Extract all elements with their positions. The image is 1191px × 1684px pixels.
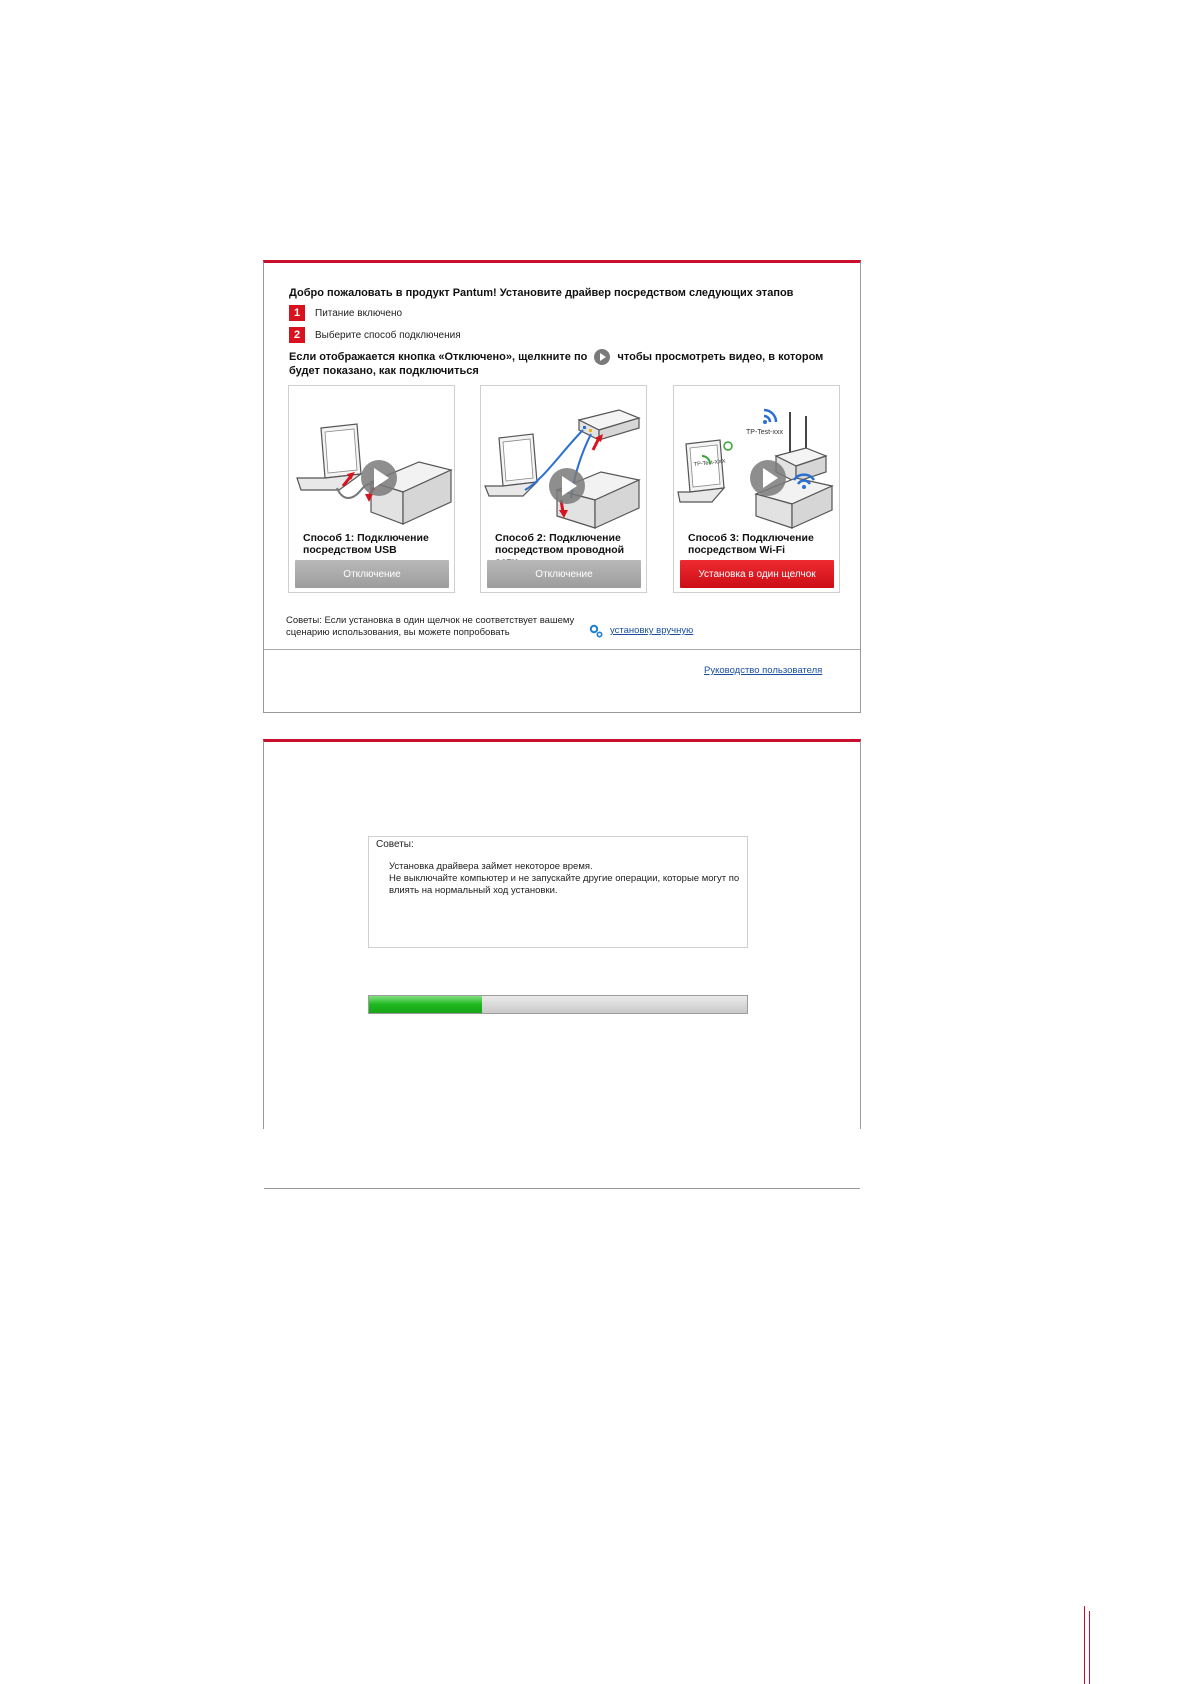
method-card-wifi (673, 385, 840, 593)
instruction-text (289, 349, 849, 378)
step-number: 1 (289, 305, 305, 321)
tips-box (368, 836, 748, 948)
user-guide-link[interactable]: Руководство пользователя (704, 665, 823, 676)
method-title: Способ 3: Подключение посредством Wi-Fi (688, 532, 814, 556)
method-card-wired (480, 385, 647, 593)
wired-disabled-button[interactable]: Отключение (487, 560, 641, 588)
instruction-before: Если отображается кнопка «Отключено», щелкните по (289, 350, 588, 363)
method-title: Способ 2: Подключение посредством проводной (495, 532, 625, 556)
manual-install-link[interactable]: установку вручную (610, 625, 694, 636)
play-icon (594, 349, 610, 365)
laptop-ssid-label: TP-Test-XXX (693, 458, 726, 468)
tips-line: Не выключайте компьютер и не запускайте другие операции, которые могут по (389, 873, 740, 884)
installer-welcome-window (263, 260, 861, 713)
tips-box-text (389, 861, 744, 897)
install-progress-bar (368, 995, 748, 1014)
frame-gap-left (263, 1129, 264, 1191)
instruction-after: чтобы просмотреть видео, в котором будет показано, как подключиться (289, 350, 824, 377)
step-power-on (289, 305, 402, 321)
frame-gap-right (860, 1129, 861, 1191)
tips-text: Советы: Если установка в один щелчок не соответствует вашему сценарию использования, вы можете попробовать (286, 615, 575, 638)
method-card-usb (288, 385, 455, 593)
usb-disabled-button[interactable]: Отключение (295, 560, 449, 588)
welcome-heading: Добро пожаловать в продукт Pantum! Установите драйвер посредством следующих этапов (289, 287, 794, 299)
wired-connection-illustration (483, 390, 645, 530)
step-number: 2 (289, 327, 305, 343)
tips-line: влиять на нормальный ход установки. (389, 885, 558, 896)
step-select-connection (289, 327, 461, 343)
tips-box-title: Советы: (376, 839, 414, 850)
method-title: Способ 1: Подключение посредством USB (303, 532, 429, 556)
step-label: Питание включено (315, 307, 403, 319)
installer-progress-window (263, 739, 861, 1189)
install-progress-fill (369, 996, 482, 1013)
tips-line: Установка драйвера займет некоторое время. (389, 861, 593, 872)
footer-divider (264, 649, 860, 650)
wifi-connection-illustration (676, 390, 838, 530)
step-label: Выберите способ подключения (315, 329, 461, 341)
page-corner-line (1084, 1606, 1085, 1684)
gear-icon (589, 624, 603, 638)
page-corner-line (1089, 1611, 1090, 1684)
usb-connection-illustration (291, 390, 453, 530)
router-ssid-label: TP-Test-xxx (746, 429, 783, 436)
one-click-install-button[interactable]: Установка в один щелчок (680, 560, 834, 588)
